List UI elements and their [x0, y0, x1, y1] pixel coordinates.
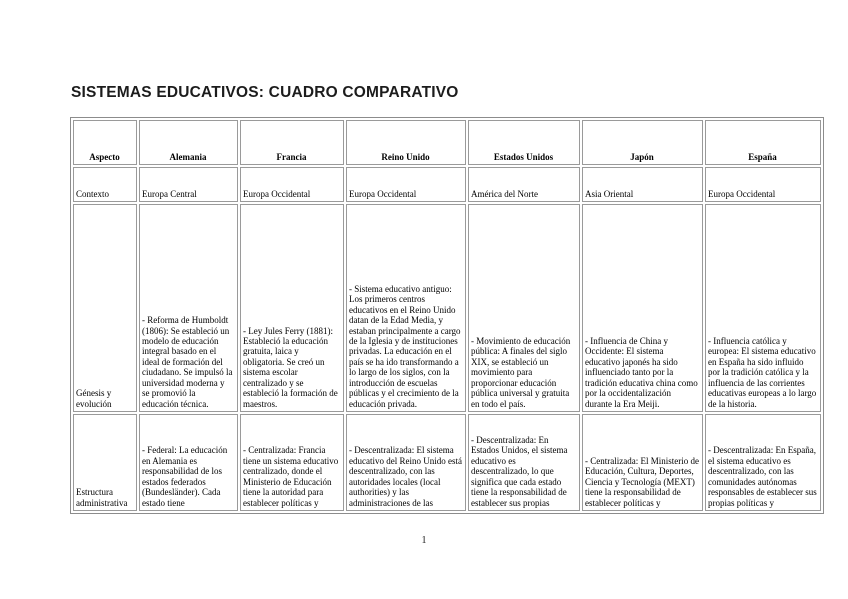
table-cell: Europa Central — [139, 167, 238, 202]
table-cell: - Centralizada: Francia tiene un sistema educativo centralizado, donde el Ministerio de Educación tiene la autoridad para establecer políticas y — [240, 414, 344, 511]
row-aspect-label: Contexto — [73, 167, 137, 202]
comparative-table — [70, 117, 824, 514]
table-cell: Europa Occidental — [240, 167, 344, 202]
table-cell: - Ley Jules Ferry (1881): Estableció la educación gratuita, laica y obligatoria. Se creó un sistema escolar centralizado y se estableció la formación de maestros. — [240, 204, 344, 412]
column-header-estados-unidos: Estados Unidos — [468, 120, 580, 165]
column-header-espana: España — [705, 120, 821, 165]
table-cell: - Reforma de Humboldt (1806): Se estableció un modelo de educación integral basado en el ideal de formación del ciudadano. Se impulsó la universidad moderna y se promovió la educación técnica. — [139, 204, 238, 412]
table-cell: Asia Oriental — [582, 167, 703, 202]
column-header-reino-unido: Reino Unido — [346, 120, 466, 165]
row-aspect-label: Estructura administrativa — [73, 414, 137, 511]
table-cell: - Influencia católica y europea: El sistema educativo en España ha sido influido por la tradición católica y la influencia de las corrientes educativas europeas a lo largo de la historia. — [705, 204, 821, 412]
table-cell: - Sistema educativo antiguo: Los primeros centros educativos en el Reino Unido datan de la Edad Media, y estaban principalmente a cargo de la Iglesia y de instituciones privadas. La educación en el país se ha ido transformando a lo largo de los siglos, con la introducción de escuelas públicas y el crecimiento de la educación privada. — [346, 204, 466, 412]
table-row-estructura — [73, 414, 821, 511]
page-title: SISTEMAS EDUCATIVOS: CUADRO COMPARATIVO — [71, 84, 459, 101]
page-number: 1 — [421, 535, 427, 546]
column-header-francia: Francia — [240, 120, 344, 165]
row-aspect-label: Génesis y evolución — [73, 204, 137, 412]
table-row-genesis — [73, 204, 821, 412]
column-header-alemania: Alemania — [139, 120, 238, 165]
table-cell: - Descentralizada: En Estados Unidos, el sistema educativo es descentralizado, lo que significa que cada estado tiene la responsabilidad de establecer sus propias — [468, 414, 580, 511]
table-cell: - Descentralizada: En España, el sistema educativo es descentralizado, con las comunidades autónomas responsables de establecer sus propias políticas y — [705, 414, 821, 511]
table-cell: - Centralizada: El Ministerio de Educación, Cultura, Deportes, Ciencia y Tecnología (MEXT) tiene la responsabilidad de establecer políticas y — [582, 414, 703, 511]
table-header-row — [73, 120, 821, 165]
table-cell: América del Norte — [468, 167, 580, 202]
table-cell: Europa Occidental — [705, 167, 821, 202]
table-cell: Europa Occidental — [346, 167, 466, 202]
table-cell: - Movimiento de educación pública: A finales del siglo XIX, se estableció un movimiento para proporcionar educación pública universal y gratuita en todo el país. — [468, 204, 580, 412]
column-header-japon: Japón — [582, 120, 703, 165]
column-header-aspecto: Aspecto — [73, 120, 137, 165]
table-cell: - Influencia de China y Occidente: El sistema educativo japonés ha sido influenciado tanto por la tradición educativa china como por la occidentalización durante la Era Meiji. — [582, 204, 703, 412]
table-cell: - Federal: La educación en Alemania es responsabilidad de los estados federados (Bundesländer). Cada estado tiene — [139, 414, 238, 511]
table-cell: - Descentralizada: El sistema educativo del Reino Unido está descentralizado, con las autoridades locales (local authorities) y las administraciones de las — [346, 414, 466, 511]
table-row-contexto — [73, 167, 821, 202]
